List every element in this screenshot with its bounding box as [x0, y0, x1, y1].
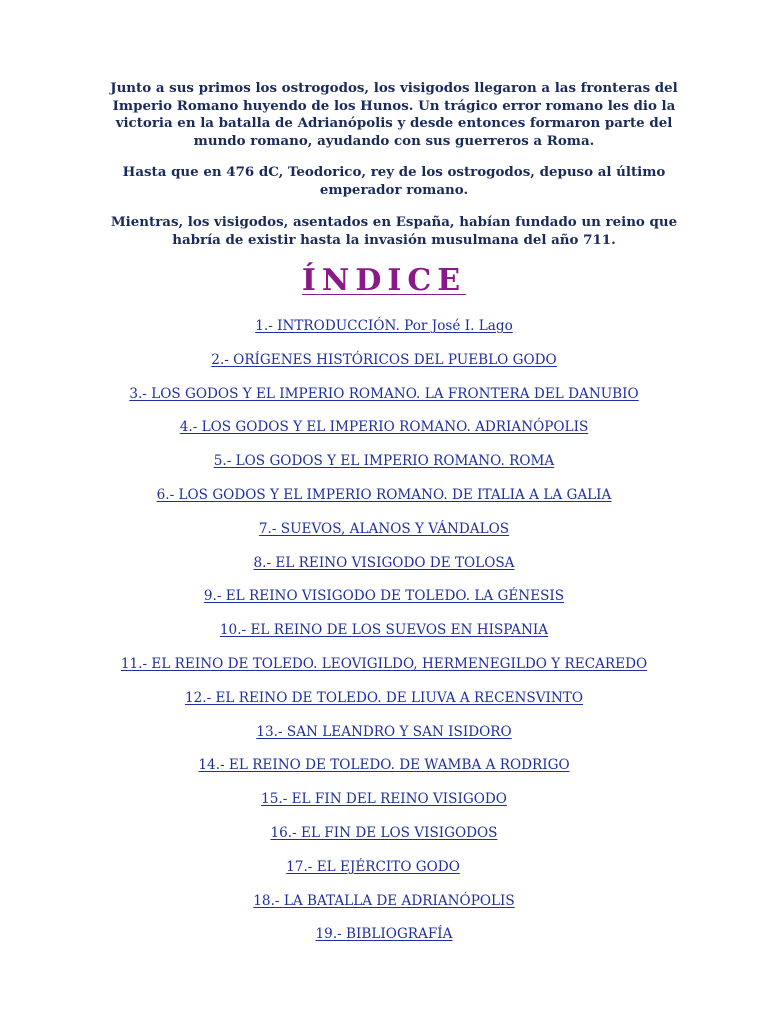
toc-item	[0, 822, 768, 856]
index-title: ÍNDICE	[301, 263, 467, 298]
toc-item	[0, 450, 768, 484]
toc-item	[0, 383, 768, 417]
toc-item	[0, 552, 768, 586]
toc-link-5[interactable]: 5.- LOS GODOS Y EL IMPERIO ROMANO. ROMA	[213, 453, 555, 470]
toc-link-18[interactable]: 18.- LA BATALLA DE ADRIANÓPOLIS	[253, 892, 515, 909]
toc-item	[0, 349, 768, 383]
toc-item	[0, 585, 768, 619]
toc-item	[0, 890, 768, 924]
intro-paragraph-1: Junto a sus primos los ostrogodos, los visigodos llegaron a las fronteras del Imperio Romano huyendo de los Hunos. Un trágico error romano les dio la victoria en la batalla de Adrianópolis y desde entonces formaron parte del mundo romano, ayudando con sus guerreros a Roma.	[110, 80, 678, 149]
toc-link-13[interactable]: 13.- SAN LEANDRO Y SAN ISIDORO	[256, 723, 512, 740]
toc-item	[0, 856, 768, 890]
toc-link-6[interactable]: 6.- LOS GODOS Y EL IMPERIO ROMANO. DE ITALIA A LA GALIA	[156, 486, 612, 503]
toc-link-16[interactable]: 16.- EL FIN DE LOS VISIGODOS	[270, 824, 498, 841]
toc-link-8[interactable]: 8.- EL REINO VISIGODO DE TOLOSA	[253, 554, 515, 571]
intro-paragraph-3: Mientras, los visigodos, asentados en España, habían fundado un reino que habría de existir hasta la invasión musulmana del año 711.	[110, 214, 678, 248]
toc-link-11[interactable]: 11.- EL REINO DE TOLEDO. LEOVIGILDO, HERMENEGILDO Y RECAREDO	[120, 655, 648, 672]
toc-item	[0, 923, 768, 957]
table-of-contents	[0, 315, 768, 957]
toc-item	[0, 315, 768, 349]
toc-item	[0, 619, 768, 653]
toc-link-4[interactable]: 4.- LOS GODOS Y EL IMPERIO ROMANO. ADRIANÓPOLIS	[179, 419, 589, 436]
toc-item	[0, 754, 768, 788]
toc-item	[0, 484, 768, 518]
toc-link-14[interactable]: 14.- EL REINO DE TOLEDO. DE WAMBA A RODRIGO	[198, 757, 570, 774]
toc-link-17[interactable]: 17.- EL EJÉRCITO GODO	[286, 858, 460, 875]
toc-item	[0, 416, 768, 450]
toc-item	[0, 721, 768, 755]
toc-link-7[interactable]: 7.- SUEVOS, ALANOS Y VÁNDALOS	[258, 520, 510, 537]
toc-link-2[interactable]: 2.- ORÍGENES HISTÓRICOS DEL PUEBLO GODO	[211, 351, 557, 368]
toc-link-10[interactable]: 10.- EL REINO DE LOS SUEVOS EN HISPANIA	[219, 622, 549, 639]
toc-link-1[interactable]: 1.- INTRODUCCIÓN. Por José I. Lago	[255, 318, 513, 334]
toc-link-15[interactable]: 15.- EL FIN DEL REINO VISIGODO	[261, 791, 507, 808]
toc-item	[0, 788, 768, 822]
toc-item	[0, 518, 768, 552]
toc-link-12[interactable]: 12.- EL REINO DE TOLEDO. DE LIUVA A RECENSVINTO	[184, 689, 584, 706]
toc-link-3[interactable]: 3.- LOS GODOS Y EL IMPERIO ROMANO. LA FRONTERA DEL DANUBIO	[129, 385, 639, 402]
toc-link-9[interactable]: 9.- EL REINO VISIGODO DE TOLEDO. LA GÉNESIS	[203, 588, 565, 605]
toc-item	[0, 653, 768, 687]
intro-paragraph-2: Hasta que en 476 dC, Teodorico, rey de los ostrogodos, depuso al último emperador romano.	[122, 164, 666, 198]
toc-item	[0, 687, 768, 721]
toc-link-19[interactable]: 19.- BIBLIOGRAFÍA	[315, 926, 453, 943]
